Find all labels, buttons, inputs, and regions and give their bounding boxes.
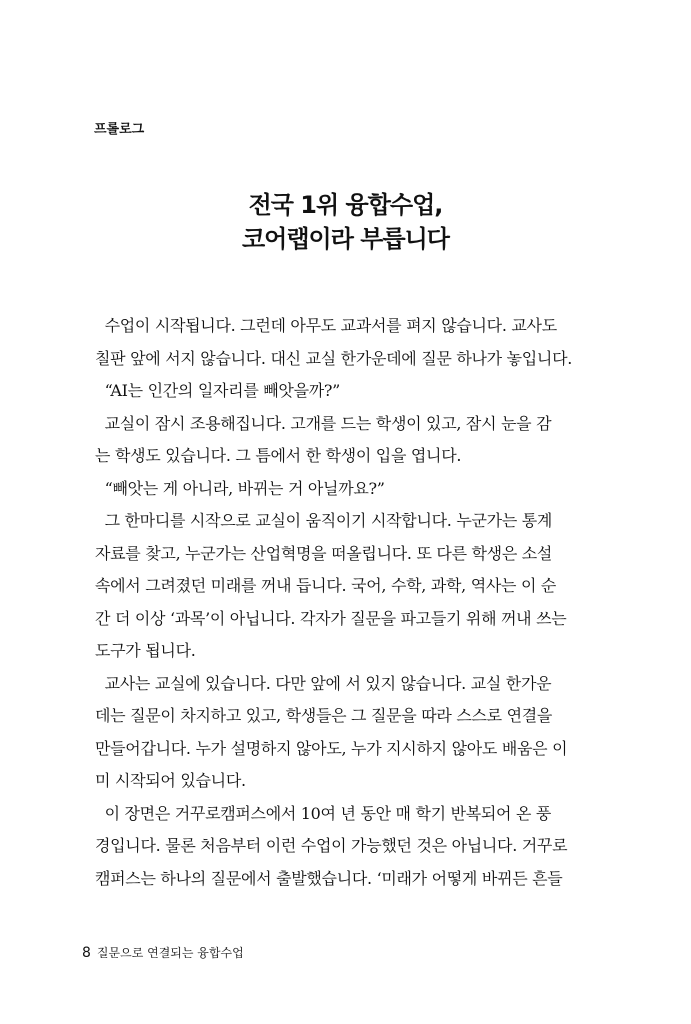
body-line: 자료를 찾고, 누군가는 산업혁명을 떠올립니다. 또 다른 학생은 소설 (95, 543, 553, 563)
body-line: “AI는 인간의 일자리를 빼앗을까?” (95, 381, 341, 400)
body-text (95, 310, 595, 895)
body-line: 교사는 교실에 있습니다. 다만 앞에 서 있지 않습니다. 교실 한가운 (95, 673, 552, 693)
chapter-title-line-1: 전국 1위 융합수업, (248, 191, 443, 219)
body-line: 교실이 잠시 조용해집니다. 고개를 드는 학생이 있고, 잠시 눈을 감 (95, 413, 552, 433)
body-line: 경입니다. 물론 처음부터 이런 수업이 가능했던 것은 아닙니다. 거꾸로 (95, 836, 568, 855)
book-title: 질문으로 연결되는 융합수업 (96, 946, 244, 960)
body-line: 칠판 앞에 서지 않습니다. 대신 교실 한가운데에 질문 하나가 놓입니다. (95, 348, 573, 368)
body-line: “빼앗는 게 아니라, 바뀌는 거 아닐까요?” (95, 478, 385, 498)
body-line: 속에서 그려졌던 미래를 꺼내 듭니다. 국어, 수학, 과학, 역사는 이 순 (95, 576, 557, 595)
page-number: 8 (82, 945, 91, 961)
body-line: 그 한마디를 시작으로 교실이 움직이기 시작합니다. 누군가는 통계 (95, 511, 553, 530)
body-line: 데는 질문이 차지하고 있고, 학생들은 그 질문을 따라 스스로 연결을 (95, 706, 553, 725)
body-line: 캠퍼스는 하나의 질문에서 출발했습니다. ‘미래가 어떻게 바뀌든 흔들 (95, 868, 563, 888)
body-line: 수업이 시작됩니다. 그런데 아무도 교과서를 펴지 않습니다. 교사도 (95, 316, 557, 335)
section-label: 프롤로그 (94, 122, 145, 137)
body-line: 이 장면은 거꾸로캠퍼스에서 10여 년 동안 매 학기 반복되어 온 풍 (95, 803, 552, 823)
body-line: 미 시작되어 있습니다. (95, 771, 246, 790)
body-line: 만들어갑니다. 누가 설명하지 않아도, 누가 지시하지 않아도 배움은 이 (95, 738, 568, 758)
body-line: 간 더 이상 ‘과목’이 아닙니다. 각자가 질문을 파고들기 위해 꺼내 쓰는 (95, 608, 567, 628)
page-footer (82, 944, 244, 961)
chapter-title-line-2: 코어랩이라 부릅니다 (241, 225, 449, 253)
body-line: 는 학생도 있습니다. 그 틈에서 한 학생이 입을 엽니다. (95, 446, 462, 465)
body-line: 도구가 됩니다. (95, 641, 196, 660)
